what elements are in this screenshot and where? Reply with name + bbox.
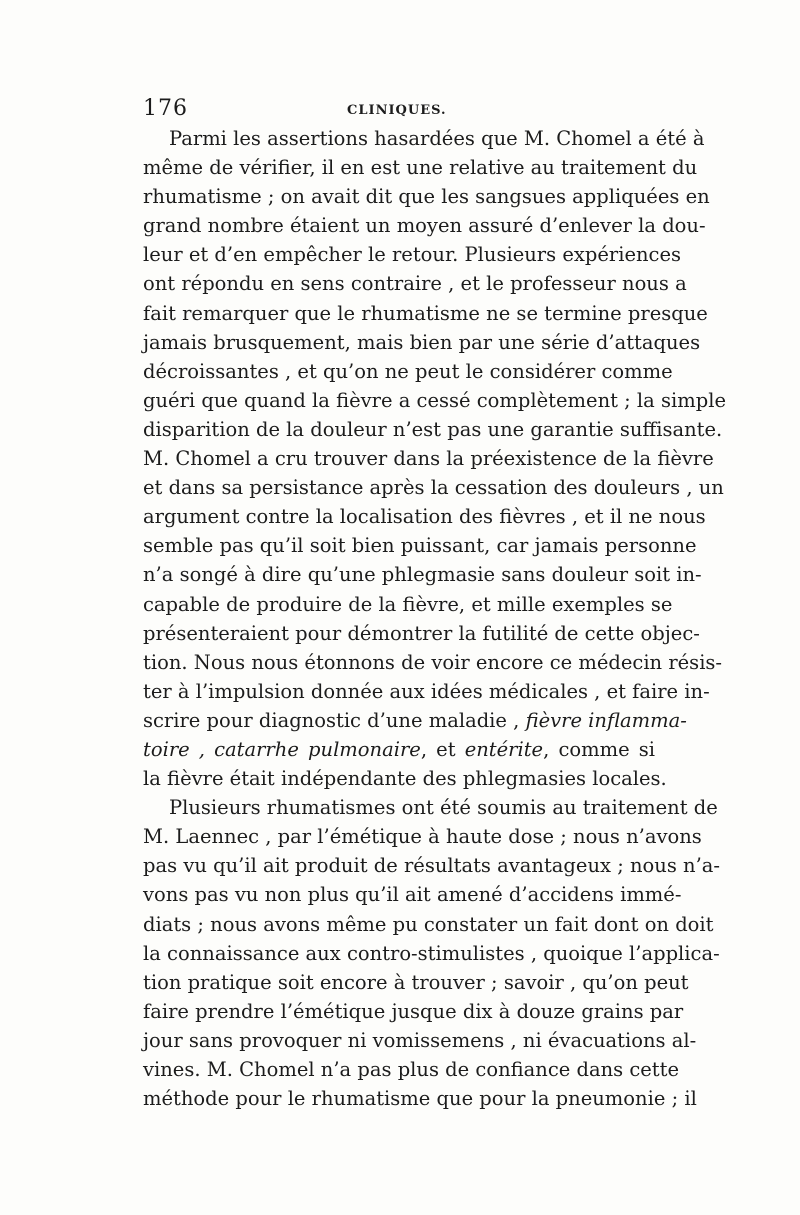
text-line: semble pas qu’il soit bien puissant, car jamais personne	[143, 534, 697, 558]
text-line: disparition de la douleur n’est pas une garantie suffisante.	[143, 417, 723, 441]
text-line: pas vu qu’il ait produit de résultats avantageux ; nous n’a-	[143, 854, 721, 878]
text-line: fait remarquer que le rhumatisme ne se termine presque	[143, 301, 708, 325]
text-line: tion. Nous nous étonnons de voir encore ce médecin résis-	[143, 650, 723, 674]
text-line: faire prendre l’émétique jusque dix à douze grains par	[143, 999, 684, 1023]
text-line: n’a songé à dire qu’une phlegmasie sans douleur soit in-	[143, 563, 702, 587]
text-line: vons pas vu non plus qu’il ait amené d’accidens immé-	[143, 883, 682, 907]
text-line: rhumatisme ; on avait dit que les sangsues appliquées en	[143, 185, 710, 209]
italic-diagnosis: fièvre inflamma-	[525, 708, 687, 732]
text-line: tion pratique soit encore à trouver ; savoir , qu’on peut	[143, 970, 689, 994]
text-line: décroissantes , et qu’on ne peut le considérer comme	[143, 359, 673, 383]
running-title: CLINIQUES.	[347, 103, 447, 118]
text-line: ont répondu en sens contraire , et le professeur nous a	[143, 272, 687, 296]
text-line: Parmi les assertions hasardées que M. Chomel a été à	[169, 127, 705, 150]
running-head	[143, 96, 655, 126]
text-line: diats ; nous avons même pu constater un fait dont on doit	[143, 912, 714, 936]
text-line-mixed	[143, 706, 687, 735]
text-line: grand nombre étaient un moyen assuré d’enlever la dou-	[143, 214, 706, 238]
text-line: méthode pour le rhumatisme que pour la pneumonie ; il	[143, 1087, 697, 1111]
text-line: la fièvre était indépendante des phlegmasies locales.	[143, 767, 667, 791]
text-line: ter à l’impulsion donnée aux idées médicales , et faire in-	[143, 679, 710, 703]
text-line: M. Laennec , par l’émétique à haute dose ; nous n’avons	[143, 825, 702, 849]
text-line: leur et d’en empêcher le retour. Plusieurs expériences	[143, 243, 682, 267]
text-line: argument contre la localisation des fièvres , et il ne nous	[143, 505, 706, 529]
text-segment: scrire pour diagnostic d’une maladie ,	[143, 708, 520, 732]
text-line: jour sans provoquer ni vomissemens , ni évacuations al-	[143, 1028, 697, 1052]
text-line: M. Chomel a cru trouver dans la préexistence de la fièvre	[143, 447, 714, 471]
text-line: présenteraient pour démontrer la futilité de cette objec-	[143, 621, 700, 645]
text-line-mixed	[143, 735, 655, 764]
text-line: capable de produire de la fièvre, et mille exemples se	[143, 592, 673, 616]
text-line: même de vérifier, il en est une relative au traitement du	[143, 156, 698, 180]
text-line: la connaissance aux contro-stimulistes , quoique l’applica-	[143, 941, 720, 965]
italic-diagnosis: entérite	[464, 737, 544, 761]
text-line: et dans sa persistance après la cessation des douleurs , un	[143, 476, 724, 500]
page-number: 176	[143, 96, 188, 121]
text-segment: , comme si	[543, 737, 656, 761]
text-line: guéri que quand la fièvre a cessé complètement ; la simple	[143, 388, 726, 412]
body-text	[143, 124, 726, 1113]
text-line: jamais brusquement, mais bien par une série d’attaques	[143, 330, 701, 354]
text-line: Plusieurs rhumatismes ont été soumis au traitement de	[169, 796, 718, 820]
text-segment: , et	[420, 737, 456, 761]
text-line: vines. M. Chomel n’a pas plus de confiance dans cette	[143, 1058, 680, 1081]
italic-diagnosis: toire , catarrhe pulmonaire	[143, 737, 421, 761]
